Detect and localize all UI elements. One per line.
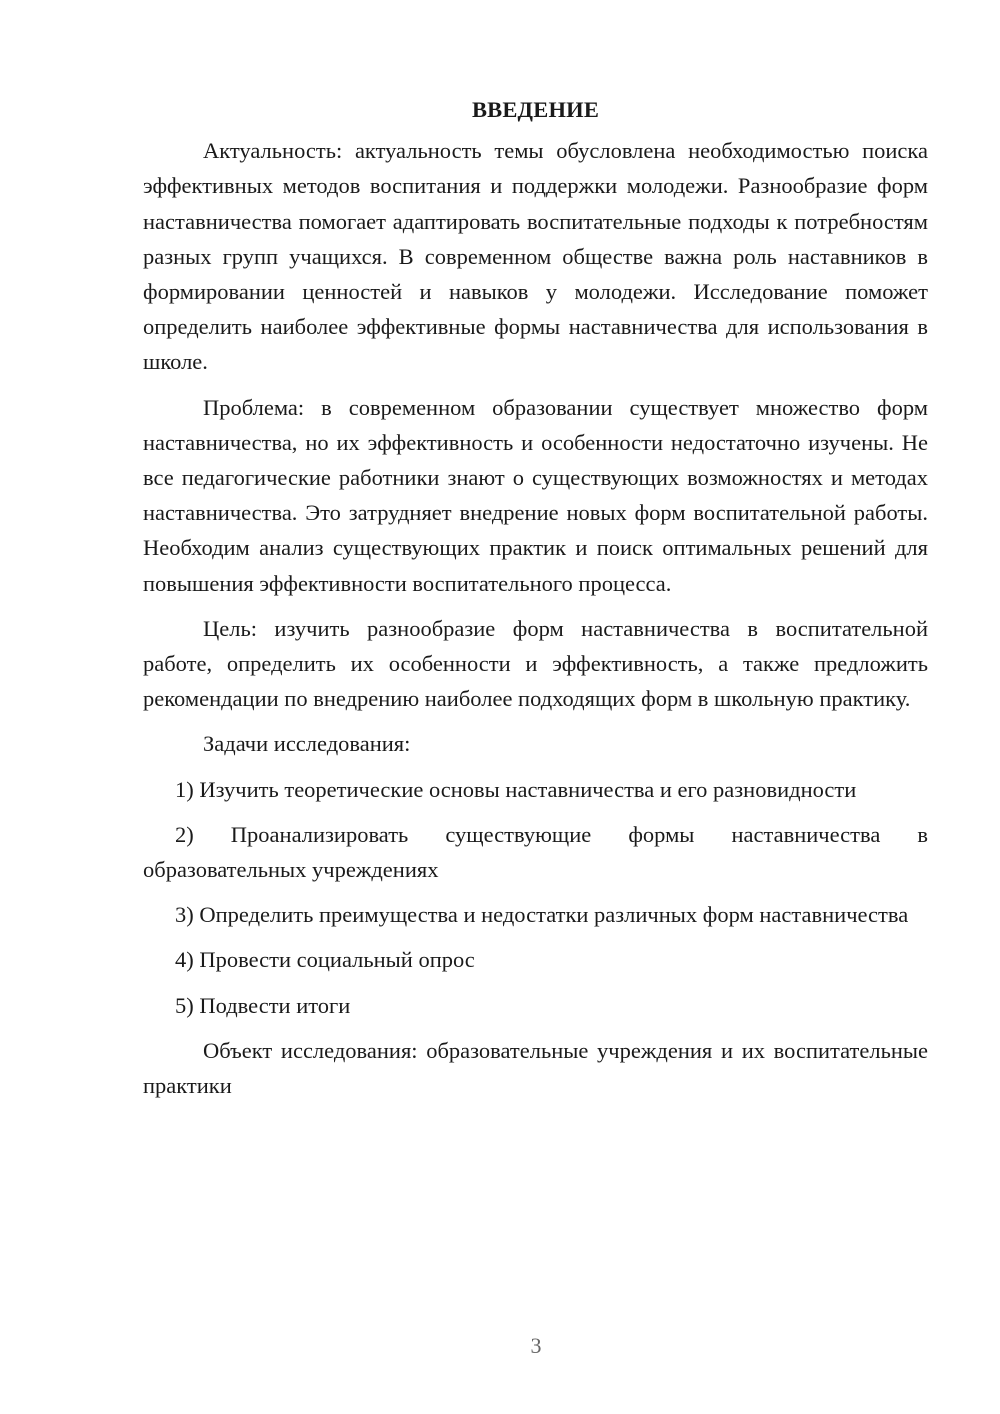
paragraph-goal: Цель: изучить разнообразие форм наставничества в воспитательной работе, определить их особенности и эффективность, а также предложить рекомендации по внедрению наиболее подходящих форм в школьную практику. bbox=[143, 615, 928, 712]
task-item: 3) Определить преимущества и недостатки различных форм наставничества bbox=[175, 902, 909, 928]
task-item: 2) Проанализировать существующие формы наставничества в образовательных учреждениях bbox=[143, 821, 928, 883]
paragraph-object: Объект исследования: образовательные учреждения и их воспитательные практики bbox=[143, 1037, 928, 1099]
section-title: ВВЕДЕНИЕ bbox=[471, 97, 600, 122]
page-content bbox=[143, 92, 928, 1103]
task-item: 4) Провести социальный опрос bbox=[175, 947, 475, 973]
paragraph-relevance: Актуальность: актуальность темы обусловлена необходимостью поиска эффективных методов воспитания и поддержки молодежи. Разнообразие форм наставничества помогает адаптировать воспитательные подходы к потребностям разных групп учащихся. В современном обществе важна роль наставников в формировании ценностей и навыков у молодежи. Исследование поможет определить наиболее эффективные формы наставничества для использования в школе. bbox=[143, 138, 928, 375]
tasks-heading: Задачи исследования: bbox=[203, 731, 411, 757]
paragraph-problem: Проблема: в современном образовании существует множество форм наставничества, но их эффективность и особенности недостаточно изучены. Не все педагогические работники знают о существующих возможностях и методах наставничества. Это затрудняет внедрение новых форм воспитательной работы. Необходим анализ существующих практик и поиск оптимальных решений для повышения эффективности воспитательного процесса. bbox=[143, 394, 928, 596]
task-item: 5) Подвести итоги bbox=[175, 992, 351, 1018]
task-item: 1) Изучить теоретические основы наставничества и его разновидности bbox=[175, 776, 857, 802]
page-number: 3 bbox=[530, 1333, 542, 1358]
tasks-list bbox=[143, 772, 928, 1023]
